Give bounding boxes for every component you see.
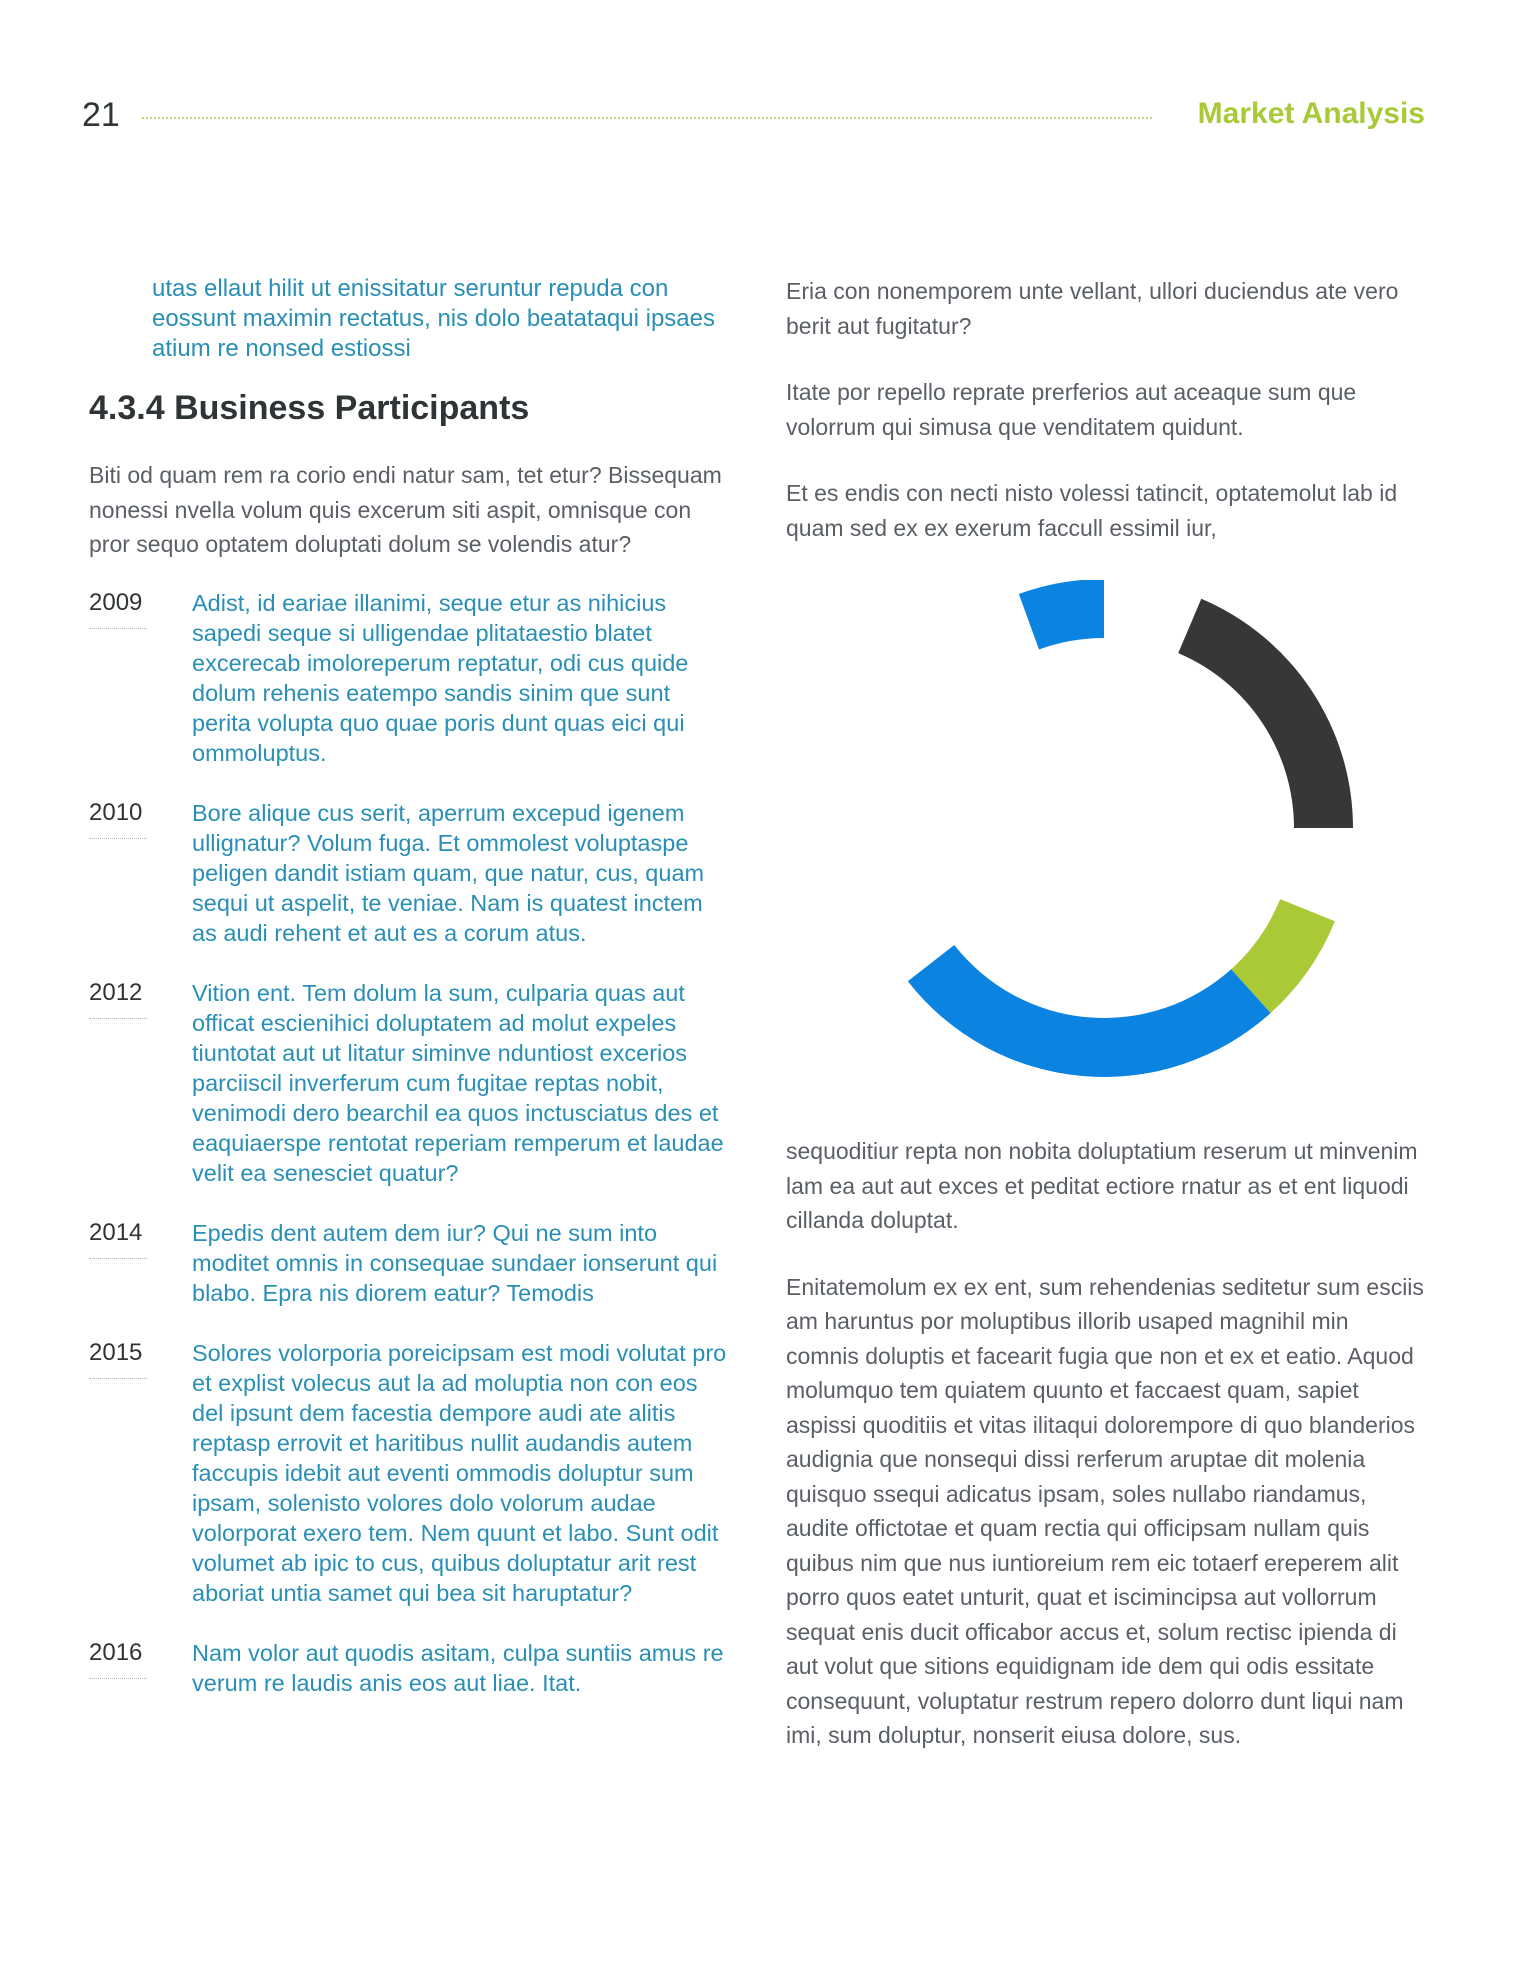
lead-paragraph: Biti od quam rem ra corio endi natur sam, tet etur? Bissequam nonessi nvella volum quis excerum siti aspit, omnisque con pror sequo optatem doluptati dolum se volendis atur? xyxy=(89,462,722,557)
body-paragraph: sequoditiur repta non nobita doluptatium reserum ut minvenim lam ea aut aut exces et peditat ectiore rnatur as et ent liquodi cillanda doluptat. xyxy=(786,1138,1418,1233)
timeline-entry xyxy=(89,798,729,948)
timeline-year: 2016 xyxy=(89,1638,192,1698)
left-column xyxy=(89,274,729,1728)
donut-segment-0 xyxy=(1178,599,1353,828)
timeline-entry xyxy=(89,978,729,1188)
timeline xyxy=(89,588,729,1698)
body-paragraph: Eria con nonemporem unte vellant, ullori duciendus ate vero berit aut fugitatur? xyxy=(786,278,1399,339)
header-dotted-rule xyxy=(142,117,1152,119)
timeline-text: Bore alique cus serit, aperrum excepud igenem ullignatur? Volum fuga. Et ommolest voluptaspe peligen dandit istiam quam, que natur, cus, quam sequi ut aspelit, te veniae. Nam is quatest inctem as audi rehent et aut es a corum atus. xyxy=(192,799,705,946)
timeline-year: 2010 xyxy=(89,798,192,948)
timeline-year: 2014 xyxy=(89,1218,192,1308)
timeline-year: 2009 xyxy=(89,588,192,768)
timeline-entry xyxy=(89,1338,729,1608)
body-paragraph: Enitatemolum ex ex ent, sum rehendenias seditetur sum esciis am haruntus por moluptibus illorib usaped magnihil min comnis doluptis et facearit fugia que non et ex et eatio. Aquod molumquo tem quiatem quunto et faccaest quam, sapiet aspissi quoditiis et vitas ilitaqui dolorempore di quo blanderios audignia que nonsequi dissi rerferum aruptae dit molenia quisquo ssequi adicatus ipsam, soles nullabo riandamus, audite offictotae et quam rectia qui officipsam nullam quis quibus nim que nus iuntioreium rem eic totaerf ereperem alit porro quos eatet unturit, quat et iscimincipsa aut vollorrum sequat enis ducit officabor accus et, solum rectisc ipienda di aut volut que sitions equidignam ide dem qui odis essitate consequunt, voluptatur restrum repero dolorro dunt liqui nam imi, sum doluptur, nonserit eiusa dolore, sus. xyxy=(786,1273,1424,1748)
timeline-year: 2015 xyxy=(89,1338,192,1608)
donut-segment-2 xyxy=(908,945,1271,1077)
timeline-entry xyxy=(89,1638,729,1698)
body-paragraph: Et es endis con necti nisto volessi tatincit, optatemolut lab id quam sed ex ex exerum faccull essimil iur, xyxy=(786,480,1398,541)
timeline-text: Vition ent. Tem dolum la sum, culparia quas aut officat escienihici doluptatem ad molut expeles tiuntotat aut ut litatur siminve nduntiost excerios parciiscil inverferum cum fugitae reptas nobit, venimodi dero bearchil ea quos inctusciatus des et eaquiaerspe rentotat reperiam remperum et laudae velit ea senesciet quatur? xyxy=(192,979,724,1186)
donut-chart-svg xyxy=(814,580,1374,1100)
section-heading: 4.3.4 Business Participants xyxy=(89,389,530,427)
timeline-text: Epedis dent autem dem iur? Qui ne sum into moditet omnis in consequae sundaer ionserunt qui blabo. Epra nis diorem eatur? Temodis xyxy=(192,1219,718,1306)
donut-chart xyxy=(814,580,1374,1100)
section-title: Market Analysis xyxy=(1197,97,1425,130)
timeline-entry xyxy=(89,1218,729,1308)
timeline-text: Nam volor aut quodis asitam, culpa suntiis amus re verum re laudis anis eos aut liae. Itat. xyxy=(192,1639,724,1696)
right-column-top xyxy=(786,274,1426,577)
body-paragraph: Itate por repello reprate prerferios aut aceaque sum que volorrum qui simusa que venditatem quidunt. xyxy=(786,379,1357,440)
donut-segment-3 xyxy=(1019,580,1104,649)
right-column-bottom xyxy=(786,1134,1426,1785)
intro-paragraph: utas ellaut hilit ut enissitatur seruntur repuda con eossunt maximin rectatus, nis dolo beatataqui ipsaes atium re nonsed estiossi xyxy=(152,275,715,362)
timeline-text: Solores volorporia poreicipsam est modi volutat pro et explist volecus aut la ad moluptia non con eos del ipsunt dem facestia dempore audi ate alitis reptasp errovit et haritibus nullit audandis autem faccupis idebit aut eventi ommodis doluptur sum ipsam, solenisto volores dolo volorum audae volorporat exero tem. Nem quunt et labo. Sunt odit volumet ab ipic to cus, quibus doluptatur arit rest aboriat untia samet qui bea sit haruptatur? xyxy=(192,1339,727,1606)
timeline-entry xyxy=(89,588,729,768)
timeline-text: Adist, id eariae illanimi, seque etur as nihicius sapedi seque si ulligendae plitataestio blatet excerecab imoloreperum reptatur, odi cus quide dolum rehenis eatempo sandis sinim que sunt perita volupta quo quae poris dunt quas eici qui ommoluptus. xyxy=(192,589,689,766)
page-number: 21 xyxy=(82,96,120,134)
timeline-year: 2012 xyxy=(89,978,192,1188)
